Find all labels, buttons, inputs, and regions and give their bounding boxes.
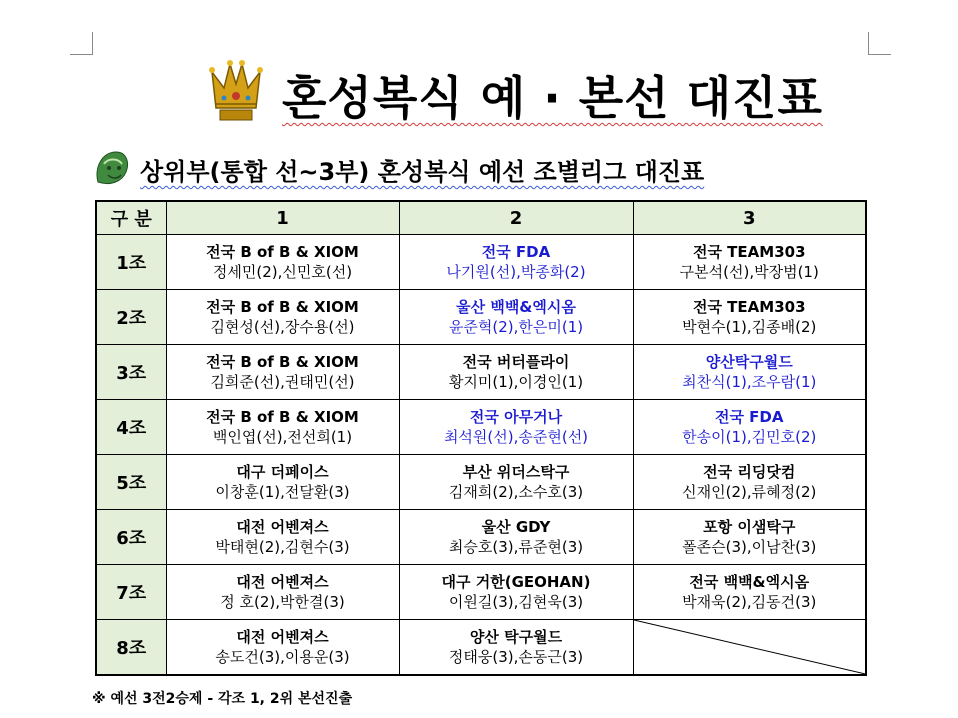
team-cell: [166, 510, 399, 565]
player-names: 이원길(3),김현욱(3): [448, 593, 584, 611]
group-label: 6조: [96, 510, 166, 565]
team-cell: [633, 290, 866, 345]
team-name: 양산탁구월드: [705, 353, 793, 371]
player-names: 최찬식(1),조우람(1): [682, 373, 817, 391]
team-name: 양산 탁구월드: [469, 628, 563, 646]
team-name: 전국 TEAM303: [692, 243, 806, 261]
team-cell: [633, 455, 866, 510]
team-cell: [399, 565, 633, 620]
team-cell: [633, 235, 866, 290]
team-name: 전국 리딩닷컴: [703, 463, 796, 481]
table-row: [96, 400, 866, 455]
player-names: 이창훈(1),전달환(3): [215, 483, 350, 501]
team-name: 전국 TEAM303: [692, 298, 806, 316]
team-cell: [399, 620, 633, 676]
player-names: 정태웅(3),손동근(3): [448, 648, 584, 666]
table-header-row: [96, 201, 866, 235]
player-names: 윤준혁(2),한은미(1): [448, 318, 584, 336]
crown-icon: [208, 58, 264, 124]
team-cell: [399, 510, 633, 565]
player-names: 김희준(선),권태민(선): [210, 373, 355, 391]
player-names: 폴존슨(3),이남찬(3): [682, 538, 817, 556]
team-name: 대구 거한(GEOHAN): [441, 573, 591, 591]
page-corner-mark-top-left: [70, 32, 93, 55]
table-row: [96, 345, 866, 400]
team-name: 대구 더페이스: [236, 463, 329, 481]
player-names: 박태현(2),김현수(3): [215, 538, 350, 556]
player-names: 김현성(선),장수용(선): [210, 318, 355, 336]
bracket-table: [95, 200, 867, 676]
player-names: 황지미(1),이경인(1): [448, 373, 584, 391]
page-title: 혼성복식 예 · 본선 대진표: [282, 71, 823, 125]
table-row: [96, 290, 866, 345]
diagonal-slash: [634, 620, 866, 674]
player-names: 김재희(2),소수호(3): [448, 483, 584, 501]
team-cell: [166, 620, 399, 676]
group-label: 2조: [96, 290, 166, 345]
group-label: 3조: [96, 345, 166, 400]
team-cell: [166, 400, 399, 455]
player-names: 한송이(1),김민호(2): [682, 428, 817, 446]
group-label: 7조: [96, 565, 166, 620]
team-name: 전국 백백&엑시옴: [689, 573, 810, 591]
team-cell: [166, 455, 399, 510]
section-title: 상위부(통합 선~3부) 혼성복식 예선 조별리그 대진표: [140, 158, 705, 186]
team-cell: [166, 235, 399, 290]
team-name: 대전 어벤져스: [236, 628, 329, 646]
team-name: 전국 FDA: [481, 243, 551, 261]
table-row: [96, 510, 866, 565]
empty-slot-cell: [633, 620, 866, 676]
team-cell: [166, 565, 399, 620]
team-name: 전국 아무거나: [469, 408, 563, 426]
team-cell: [399, 290, 633, 345]
team-cell: [633, 565, 866, 620]
team-cell: [399, 345, 633, 400]
column-header-2: 2: [399, 201, 633, 235]
player-names: 구본석(선),박장범(1): [679, 263, 819, 281]
team-name: 대전 어벤져스: [236, 518, 329, 536]
player-names: 백인엽(선),전선희(1): [212, 428, 353, 446]
team-cell: [633, 345, 866, 400]
team-name: 포항 이샘탁구: [703, 518, 796, 536]
team-cell: [633, 510, 866, 565]
player-names: 정세민(2),신민호(선): [212, 263, 353, 281]
group-label: 4조: [96, 400, 166, 455]
table-row: [96, 565, 866, 620]
group-label: 1조: [96, 235, 166, 290]
column-header-3: 3: [633, 201, 866, 235]
team-name: 울산 GDY: [481, 518, 551, 536]
team-name: 울산 백백&엑시옴: [456, 298, 576, 316]
player-names: 신재인(2),류혜정(2): [682, 483, 817, 501]
player-names: 정 호(2),박한결(3): [220, 593, 345, 611]
team-name: 전국 FDA: [714, 408, 784, 426]
group-label: 8조: [96, 620, 166, 676]
team-name: 전국 B of B & XIOM: [206, 243, 359, 261]
column-header-group: 구 분: [96, 201, 166, 235]
player-names: 박재욱(2),김동건(3): [682, 593, 817, 611]
group-label: 5조: [96, 455, 166, 510]
team-name: 전국 B of B & XIOM: [206, 408, 359, 426]
team-name: 전국 버터플라이: [462, 353, 570, 371]
table-row: [96, 455, 866, 510]
page-corner-mark-top-right: [868, 32, 891, 55]
team-name: 대전 어벤져스: [236, 573, 329, 591]
team-name: 전국 B of B & XIOM: [206, 298, 359, 316]
team-cell: [166, 290, 399, 345]
player-names: 최석원(선),송준현(선): [443, 428, 589, 446]
team-name: 부산 위더스탁구: [462, 463, 570, 481]
table-row: [96, 235, 866, 290]
team-cell: [399, 400, 633, 455]
team-cell: [399, 235, 633, 290]
footnote: ※ 예선 3전2승제 - 각조 1, 2위 본선진출: [92, 691, 353, 707]
column-header-1: 1: [166, 201, 399, 235]
team-cell: [399, 455, 633, 510]
team-cell: [633, 400, 866, 455]
green-face-icon: [92, 148, 132, 188]
player-names: 최승호(3),류준현(3): [448, 538, 584, 556]
player-names: 송도건(3),이용운(3): [215, 648, 350, 666]
player-names: 박현수(1),김종배(2): [682, 318, 817, 336]
team-cell: [166, 345, 399, 400]
team-name: 전국 B of B & XIOM: [206, 353, 359, 371]
player-names: 나기원(선),박종화(2): [446, 263, 586, 281]
table-row: [96, 620, 866, 676]
